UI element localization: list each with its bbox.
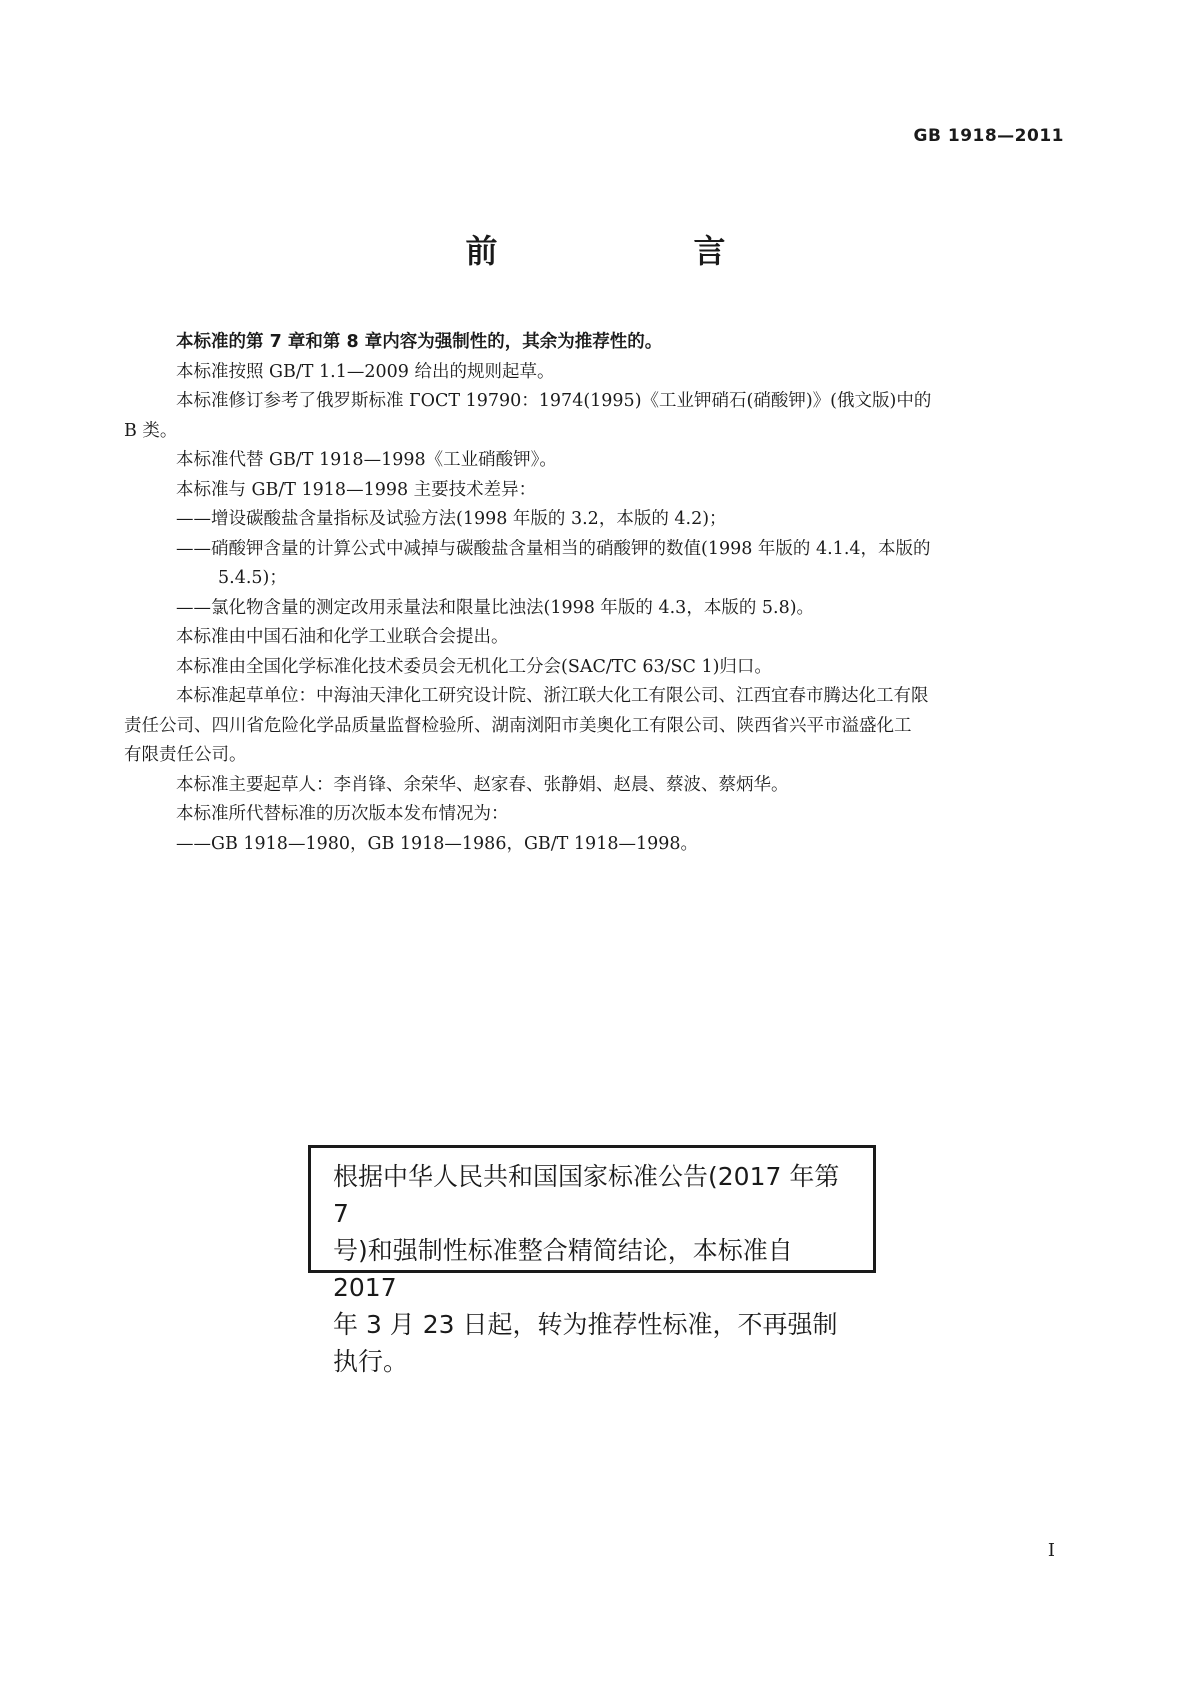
notice-line: 根据中华人民共和国国家标准公告(2017 年第 7	[333, 1162, 840, 1228]
paragraph: 本标准修订参考了俄罗斯标准 ГОСТ 19790：1974(1995)《工业钾硝石(硝酸钾)》(俄文版)中的	[176, 391, 932, 411]
paragraph: 本标准由中国石油和化学工业联合会提出。	[176, 627, 509, 647]
paragraph-continuation: 有限责任公司。	[124, 745, 247, 765]
paragraph: 本标准所代替标准的历次版本发布情况为：	[176, 804, 509, 824]
foreword-body	[124, 328, 1066, 859]
paragraph: 本标准由全国化学标准化技术委员会无机化工分会(SAC/TC 63/SC 1)归口。	[176, 656, 772, 677]
paragraph: 本标准代替 GB/T 1918—1998《工业硝酸钾》。	[176, 450, 557, 470]
dash-list-item	[124, 830, 1066, 860]
document-code: GB 1918—2011	[913, 126, 1064, 146]
dash-item-text: 硝酸钾含量的计算公式中减掉与碳酸盐含量相当的硝酸钾的数值(1998 年版的 4.1.4，本版的	[211, 538, 931, 559]
dash-mark: ——	[176, 833, 211, 854]
dash-item-text: 增设碳酸盐含量指标及试验方法(1998 年版的 3.2，本版的 4.2)；	[211, 509, 727, 529]
paragraph-continuation: 责任公司、四川省危险化学品质量监督检验所、湖南浏阳市美奥化工有限公司、陕西省兴平市溢盛化工	[124, 715, 912, 736]
paragraph: 本标准与 GB/T 1918—1998 主要技术差异：	[176, 479, 537, 500]
paragraph: 本标准主要起草人：李肖锋、余荣华、赵家春、张静娟、赵晨、蔡波、蔡炳华。	[176, 774, 789, 795]
dash-mark: ——	[176, 538, 211, 559]
mandatory-statement: 本标准的第 7 章和第 8 章内容为强制性的，其余为推荐性的。	[176, 332, 663, 352]
dash-item-continuation: 5.4.5)；	[218, 568, 287, 588]
paragraph: 本标准起草单位：中海油天津化工研究设计院、浙江联大化工有限公司、江西宜春市腾达化工有限	[176, 686, 929, 706]
notice-line: 年 3 月 23 日起，转为推荐性标准，不再强制执行。	[333, 1310, 838, 1376]
dash-mark: ——	[176, 597, 211, 618]
dash-mark: ——	[176, 509, 211, 529]
page-number: I	[1047, 1540, 1055, 1561]
notice-box	[308, 1145, 876, 1376]
dash-list-item	[124, 505, 1066, 535]
notice-line: 号)和强制性标准整合精简结论，本标准自 2017	[333, 1236, 793, 1302]
dash-item-text: GB 1918—1980，GB 1918—1986，GB/T 1918—1998。	[211, 833, 698, 854]
page-title: 前 言	[465, 232, 770, 270]
dash-item-text: 氯化物含量的测定改用汞量法和限量比浊法(1998 年版的 4.3，本版的 5.8)。	[211, 597, 815, 618]
paragraph: 本标准按照 GB/T 1.1—2009 给出的规则起草。	[176, 361, 555, 382]
paragraph-continuation: B 类。	[124, 420, 178, 441]
dash-list-item	[124, 535, 1066, 565]
dash-list-item	[124, 594, 1066, 624]
